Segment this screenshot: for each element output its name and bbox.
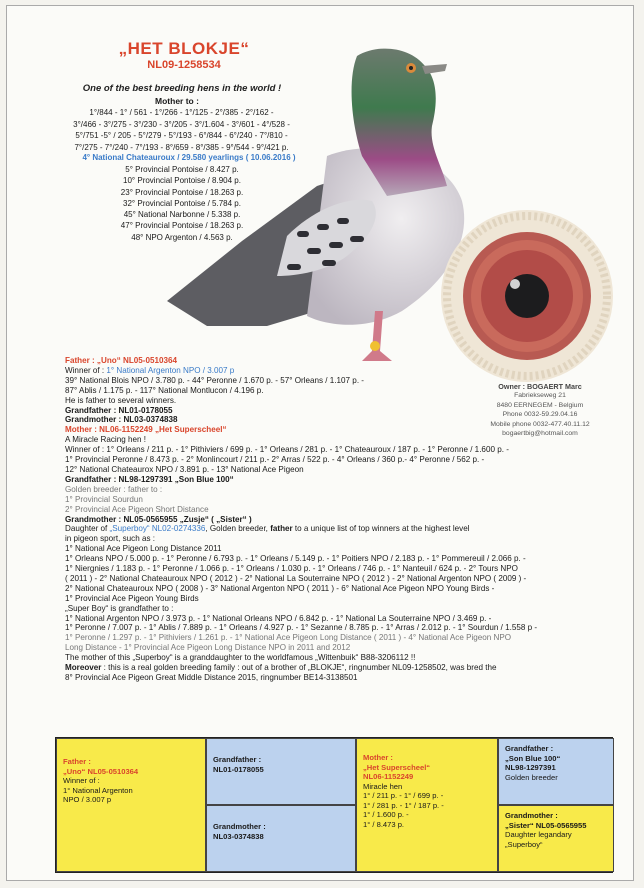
result-line: 47° Provincial Pontoise / 18.263 p. (120, 221, 244, 231)
moreover-line: 8° Provincial Ace Pigeon Great Middle Distance 2015, ringnumber BE14-3138501 (65, 673, 358, 682)
daughter-line (65, 524, 625, 534)
mother-heading: Mother : NL06-1152249 „Het Superscheel“ (65, 425, 227, 435)
mother-line: ( 2011 ) - 2° National Chateauroux NPO ( 2012 ) - 2° National La Souterraine NPO ( 2012 ) - 2° National Argenton NPO ( 2009 ) - (65, 573, 527, 583)
mother-line: 2° National Chateauroux NPO ( 2008 ) - 3° National Argenton NPO ( 2011 ) - 6° National Ace Pigeon NPO Young Birds - (65, 583, 495, 593)
daughter-prefix: Daughter of (65, 524, 110, 534)
pedigree-page (6, 5, 634, 881)
father-line: 1° National Argenton (63, 785, 133, 795)
mother-line: 1° Provincial Peronne / 8.473 p. - 2° Monlincourt / 211 p.- 2° Arras / 522 p. - 4° Orleans / 360 p.- 4° Peronne / 562 p. - (65, 455, 485, 465)
superboy-line: The mother of this „Superboy“ is a granddaughter to the worldfamous „Wittenbuik“ B88-3206112 !! (65, 653, 416, 663)
mother-line: Miracle hen (363, 781, 403, 791)
result-line: 7°/275 - 7°/240 - 7°/193 - 8°/659 - 8°/385 - 9°/544 - 9°/421 p. (74, 142, 289, 152)
result-line: 10° Provincial Pontoise / 8.904 p. (123, 176, 241, 186)
gm-value: NL03-0374838 (213, 831, 264, 841)
maternal-grandfather: Grandfather : NL98-1297391 „Son Blue 100“ (65, 474, 234, 484)
father-line: Winner of : (63, 776, 100, 785)
father-heading: Father : „Uno“ NL05-0510364 (65, 356, 178, 365)
page-title: „HET BLOKJE“ (118, 39, 250, 58)
winner-highlight: 1° National Argenton NPO / 3.007 p (106, 365, 235, 375)
daughter-suffix: to a unique list of top winners at the highest level (292, 524, 470, 534)
superboy-heading: „Super Boy“ is grandfather to : (65, 603, 174, 613)
father-cell (56, 738, 206, 872)
mother-line: Winner of : 1° Orleans / 211 p. - 1° Pithiviers / 699 p. - 1° Orleans / 281 p. - 1° Chateauroux / 187 p. - 1° Peronne / 1.600 p. - (65, 445, 509, 455)
tagline: One of the best breeding hens in the world ! (82, 83, 282, 94)
moreover-text: : this is a real golden breeding family : out of a brother of „BLOKJE“, ringnumber NL09-1258502, was bred the (101, 663, 497, 673)
ring-number: NL09-1258534 (147, 59, 221, 71)
father-line: 39° National Blois NPO / 3.780 p. - 44° Peronne / 1.670 p. - 57° Orleans / 1.107 p. - (65, 375, 365, 385)
result-line: 1°/844 - 1° / 561 - 1°/266 - 1°/125 - 2°/385 - 2°/162 - (89, 108, 274, 117)
pedigree-table (55, 737, 613, 873)
gf-name: „Son Blue 100“ (505, 753, 561, 763)
mother-line: 1° / 211 p. - 1° / 699 p. - (363, 791, 444, 800)
mother-label: Mother : (363, 753, 393, 762)
gf-label: Grandfather : (213, 755, 262, 764)
gm-note: „Superboy“ (505, 839, 543, 849)
gf-ring: NL98-1297391 (505, 763, 556, 772)
mother-line: 1° National Ace Pigeon Long Distance 2011 (65, 544, 222, 554)
national-result: 4° National Chateauroux / 29.580 yearlings ( 10.06.2016 ) (82, 153, 296, 162)
gf-line: 2° Provincial Ace Pigeon Short Distance (65, 504, 209, 514)
mother-line: 1° Provincial Ace Pigeon Young Birds (65, 593, 199, 603)
superboy-ring: „Superboy“ NL02-0274336 (109, 524, 206, 534)
father-winner (65, 366, 625, 376)
mother-line: 1° / 8.473 p. (363, 819, 405, 829)
gf-line: 1° Provincial Sourdun (65, 494, 143, 504)
grandfather-cell (206, 738, 356, 805)
mother-line: 1° Niergnies / 1.183 p. - 1° Peronne / 1.066 p. - 1° Orleans / 1.030 p. - 1° Orleans / 746 p. - 1° Nanteuil / 624 p. - 2° Tours NPO (65, 564, 518, 574)
gf-note: Golden breeder (505, 772, 558, 782)
father-line: 87° Ablis / 1.175 p. - 117° National Montlucon / 4.196 p. (65, 385, 264, 395)
owner-line: Mobile phone 0032-477.40.11.12 (490, 420, 590, 428)
owner-line: 8480 EERNEGEM - Belgium (496, 401, 584, 409)
father-label: Father : (63, 757, 91, 766)
superboy-line: 1° Peronne / 1.297 p. - 1° Pithiviers / 1.261 p. - 1° National Ace Pigeon Long Distance ( 2011 ) - 4° National Ace Pigeon NPO (65, 633, 512, 643)
result-line: 3°/466 - 3°/275 - 3°/230 - 3°/205 - 3°/1.604 - 3°/601 - 4°/528 - (73, 119, 290, 129)
mother-line: 1° / 1.600 p. - (363, 810, 409, 819)
daughter-bold: father (270, 524, 293, 534)
daughter-mid: , Golden breeder, (205, 524, 271, 534)
father-line: He is father to several winners. (65, 395, 177, 405)
superboy-line: Long Distance - 1° Provincial Ace Pigeon Long Distance NPO in 2011 and 2012 (65, 643, 351, 653)
owner-email: bogaertbig@hotmail.com (502, 430, 578, 438)
gm-name: „Sister“ NL05-0565955 (505, 820, 587, 830)
mother-ring: NL06-1152249 (363, 772, 414, 781)
mother-line: 12° National Chateaurox NPO / 3.891 p. - 13° National Ace Pigeon (65, 464, 304, 474)
gf-value: NL01-0178055 (213, 764, 264, 774)
father-line: NPO / 3.007 p (63, 795, 112, 804)
mother-line: in pigeon sport, such as : (65, 534, 155, 544)
winner-label: Winner of : (65, 365, 107, 375)
owner-line: Phone 0032-59.29.04.16 (502, 411, 578, 419)
mother-line: A Miracle Racing hen ! (65, 435, 146, 445)
result-line: 48° NPO Argenton / 4.563 p. (131, 232, 233, 242)
father-name: „Uno“ NL05-0510364 (63, 766, 139, 776)
mother-to-heading: Mother to : (155, 96, 199, 106)
gf-line: Golden breeder : father to : (65, 484, 163, 494)
result-line: 32° Provincial Pontoise / 5.784 p. (123, 198, 241, 208)
gm-label: Grandmother : (213, 822, 266, 831)
grandmother-cell (498, 805, 614, 872)
moreover-line (65, 663, 625, 673)
pigeon-photo (147, 26, 487, 371)
mother-cell (356, 738, 498, 872)
gm-label: Grandmother : (505, 811, 558, 820)
grandmother-line: Grandmother : NL03-0374838 (65, 415, 178, 425)
mother-name: „Het Superscheel“ (363, 762, 431, 772)
gf-label: Grandfather : (505, 744, 554, 753)
result-line: 23° Provincial Pontoise / 18.263 p. (120, 187, 244, 197)
result-line: 5° Provincial Pontoise / 8.427 p. (125, 165, 239, 174)
moreover-label: Moreover (65, 663, 102, 673)
pedigree-text (65, 356, 625, 683)
grandfather-line: Grandfather : NL01-0178055 (65, 405, 173, 415)
result-line: 5°/751 -5° / 205 - 5°/279 - 5°/193 - 6°/844 - 6°/240 - 7°/810 - (75, 131, 288, 141)
mother-line: 1° / 281 p. - 1° / 187 p. - (363, 800, 444, 810)
gm-note: Daughter legandary (505, 830, 572, 839)
superboy-line: 1° National Argenton NPO / 3.973 p. - 1° National Orleans NPO / 6.842 p. - 1° National La Souterraine NPO / 3.469 p. - (65, 613, 492, 623)
owner-title: Owner : BOGAERT Marc (498, 382, 582, 391)
mother-line: 1° Orleans NPO / 5.000 p. - 1° Peronne / 6.793 p. - 1° Orleans / 5.149 p. - 1° Poitiers NPO / 2.183 p. - 1° Pommereuil / 2.066 p. - (65, 554, 526, 564)
maternal-grandmother: Grandmother : NL05-0565955 „Zusje“ ( „Sister“ ) (65, 514, 252, 524)
grandmother-cell (206, 805, 356, 872)
superboy-line: 1° Peronne / 7.007 p. - 1° Ablis / 7.889 p. - 1° Orleans / 4.927 p. - 1° Sezanne / 8.785 p. - 1° Arras / 2.012 p. - 1° Sourdun / 1.558 p - (65, 623, 538, 633)
grandfather-cell (498, 738, 614, 805)
owner-line: Fabriekseweg 21 (514, 392, 566, 400)
result-line: 45° National Narbonne / 5.338 p. (123, 210, 241, 220)
